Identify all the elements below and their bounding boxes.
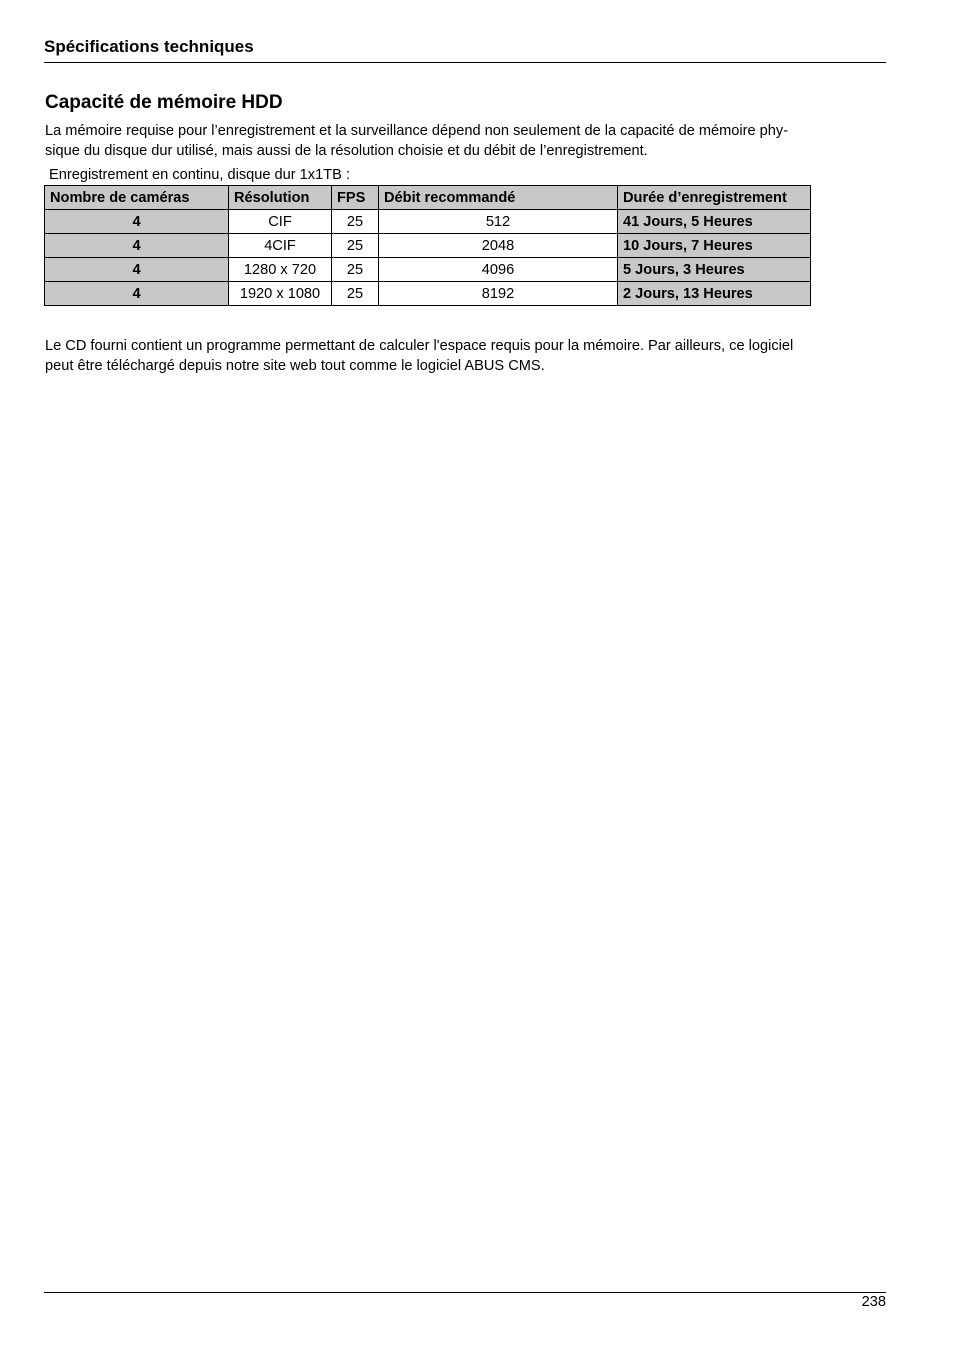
cell-bitrate: 4096 xyxy=(379,258,618,282)
header-duration: Durée d’enregistrement xyxy=(618,186,811,210)
header-fps: FPS xyxy=(332,186,379,210)
cell-resolution: 4CIF xyxy=(229,234,332,258)
cell-resolution: 1280 x 720 xyxy=(229,258,332,282)
cell-bitrate: 8192 xyxy=(379,282,618,306)
cell-cameras: 4 xyxy=(45,210,229,234)
cell-duration: 5 Jours, 3 Heures xyxy=(618,258,811,282)
note-paragraph xyxy=(45,336,885,376)
cell-cameras: 4 xyxy=(45,234,229,258)
table-row xyxy=(45,282,811,306)
header-resolution: Résolution xyxy=(229,186,332,210)
cell-fps: 25 xyxy=(332,282,379,306)
header-cameras: Nombre de caméras xyxy=(45,186,229,210)
header-divider xyxy=(44,62,886,63)
hdd-capacity-table xyxy=(44,185,811,306)
table-caption: Enregistrement en continu, disque dur 1x1TB : xyxy=(49,167,350,183)
intro-line-1: La mémoire requise pour l’enregistrement et la surveillance dépend non seulement de la capacité de mémoire phy- xyxy=(45,123,789,139)
intro-line-2: sique du disque dur utilisé, mais aussi de la résolution choisie et du débit de l’enregistrement. xyxy=(45,143,648,159)
section-title: Capacité de mémoire HDD xyxy=(45,92,283,113)
cell-fps: 25 xyxy=(332,234,379,258)
page-header-title: Spécifications techniques xyxy=(44,37,254,56)
cell-resolution: 1920 x 1080 xyxy=(229,282,332,306)
cell-resolution: CIF xyxy=(229,210,332,234)
cell-fps: 25 xyxy=(332,258,379,282)
cell-cameras: 4 xyxy=(45,258,229,282)
page-number: 238 xyxy=(861,1294,886,1310)
cell-duration: 41 Jours, 5 Heures xyxy=(618,210,811,234)
intro-paragraph xyxy=(45,121,875,161)
table-row xyxy=(45,210,811,234)
header-bitrate: Débit recommandé xyxy=(379,186,618,210)
footer-divider xyxy=(44,1292,886,1293)
cell-bitrate: 512 xyxy=(379,210,618,234)
cell-fps: 25 xyxy=(332,210,379,234)
table-row xyxy=(45,234,811,258)
table-row xyxy=(45,258,811,282)
cell-bitrate: 2048 xyxy=(379,234,618,258)
note-line-2: peut être téléchargé depuis notre site web tout comme le logiciel ABUS CMS. xyxy=(45,358,545,374)
cell-duration: 2 Jours, 13 Heures xyxy=(618,282,811,306)
note-line-1: Le CD fourni contient un programme permettant de calculer l'espace requis pour la mémoire. Par ailleurs, ce logiciel xyxy=(45,338,794,354)
table-header-row xyxy=(45,186,811,210)
cell-cameras: 4 xyxy=(45,282,229,306)
cell-duration: 10 Jours, 7 Heures xyxy=(618,234,811,258)
